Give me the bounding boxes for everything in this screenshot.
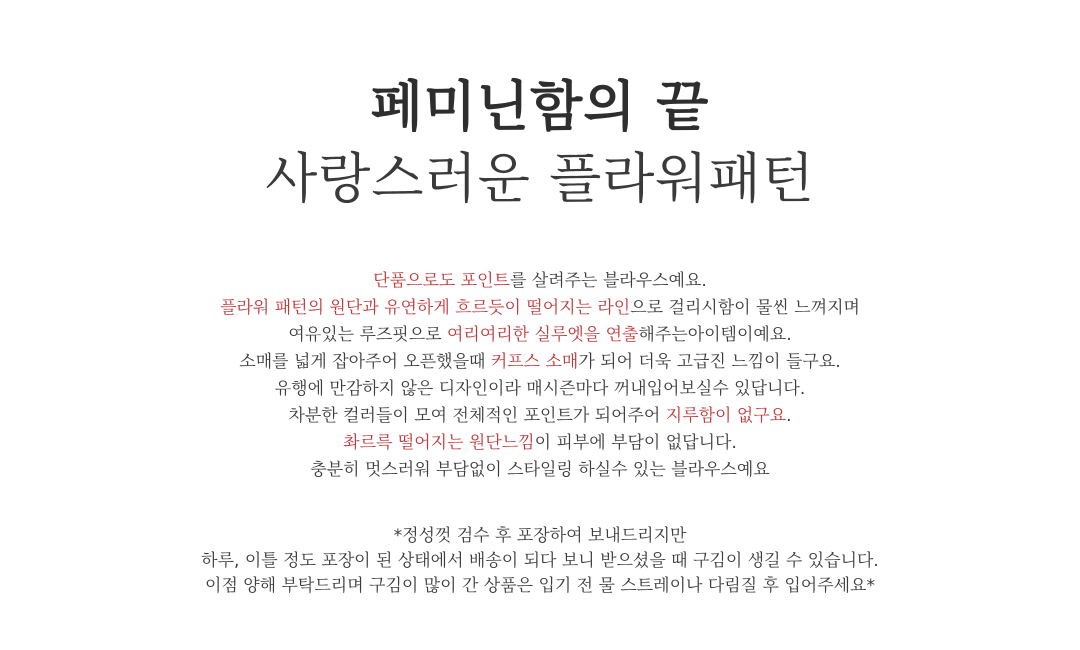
body-text: 유행에 만감하지 않은 디자인이라 매시즌마다 꺼내입어보실수 있답니다. [274,379,806,399]
headline-title: 페미닌함의 끝 [370,75,710,138]
highlight-text: 커프스 소매 [490,352,579,372]
description-block [0,268,1080,484]
description-line-8 [0,457,1080,484]
body-text: 충분히 멋스러워 부담없이 스타일링 하실수 있는 블라우스예요 [310,460,770,480]
highlight-text: 촤르륵 떨어지는 원단느낌 [343,433,535,453]
description-line-6 [0,403,1080,430]
highlight-text: 여리여리한 실루엣을 연출 [446,325,639,345]
body-text: 가 되어 더욱 고급진 느낌이 들구요. [578,352,841,372]
body-text: 여유있는 루즈핏으로 [288,325,447,345]
shipping-note-line-3: 이점 양해 부탁드리며 구김이 많이 간 상품은 입기 전 물 스트레이나 다림질 후 입어주세요* [205,576,875,596]
body-text: 차분한 컬러들이 모여 전체적인 포인트가 되어주어 [288,406,666,426]
description-line-3 [0,322,1080,349]
body-text: 소매를 넓게 잡아주어 오픈했을때 [239,352,491,372]
description-line-2 [0,295,1080,322]
body-text: 를 살려주는 블라우스예요. [509,271,707,291]
body-text: 이 피부에 부담이 없답니다. [534,433,737,453]
highlight-text: 플라워 패턴의 원단과 유연하게 흐르듯이 떨어지는 라인 [220,298,631,318]
body-text: . [786,406,792,426]
shipping-note-line-2: 하루, 이틀 정도 포장이 된 상태에서 배송이 되다 보니 받으셨을 때 구김이 생길 수 있습니다. [201,551,879,571]
shipping-note-line-1: *정성껏 검수 후 포장하여 보내드리지만 [393,526,687,546]
description-line-5 [0,376,1080,403]
description-line-1 [0,268,1080,295]
highlight-text: 단품으로도 포인트 [373,271,510,291]
shipping-note-block [0,524,1080,599]
description-line-7 [0,430,1080,457]
body-text: 해주는아이템이예요. [638,325,792,345]
highlight-text: 지루함이 없구요 [665,406,787,426]
description-line-4 [0,349,1080,376]
headline-subtitle: 사랑스러운 플라워패턴 [265,147,815,210]
body-text: 으로 걸리시함이 물씬 느껴지며 [630,298,860,318]
